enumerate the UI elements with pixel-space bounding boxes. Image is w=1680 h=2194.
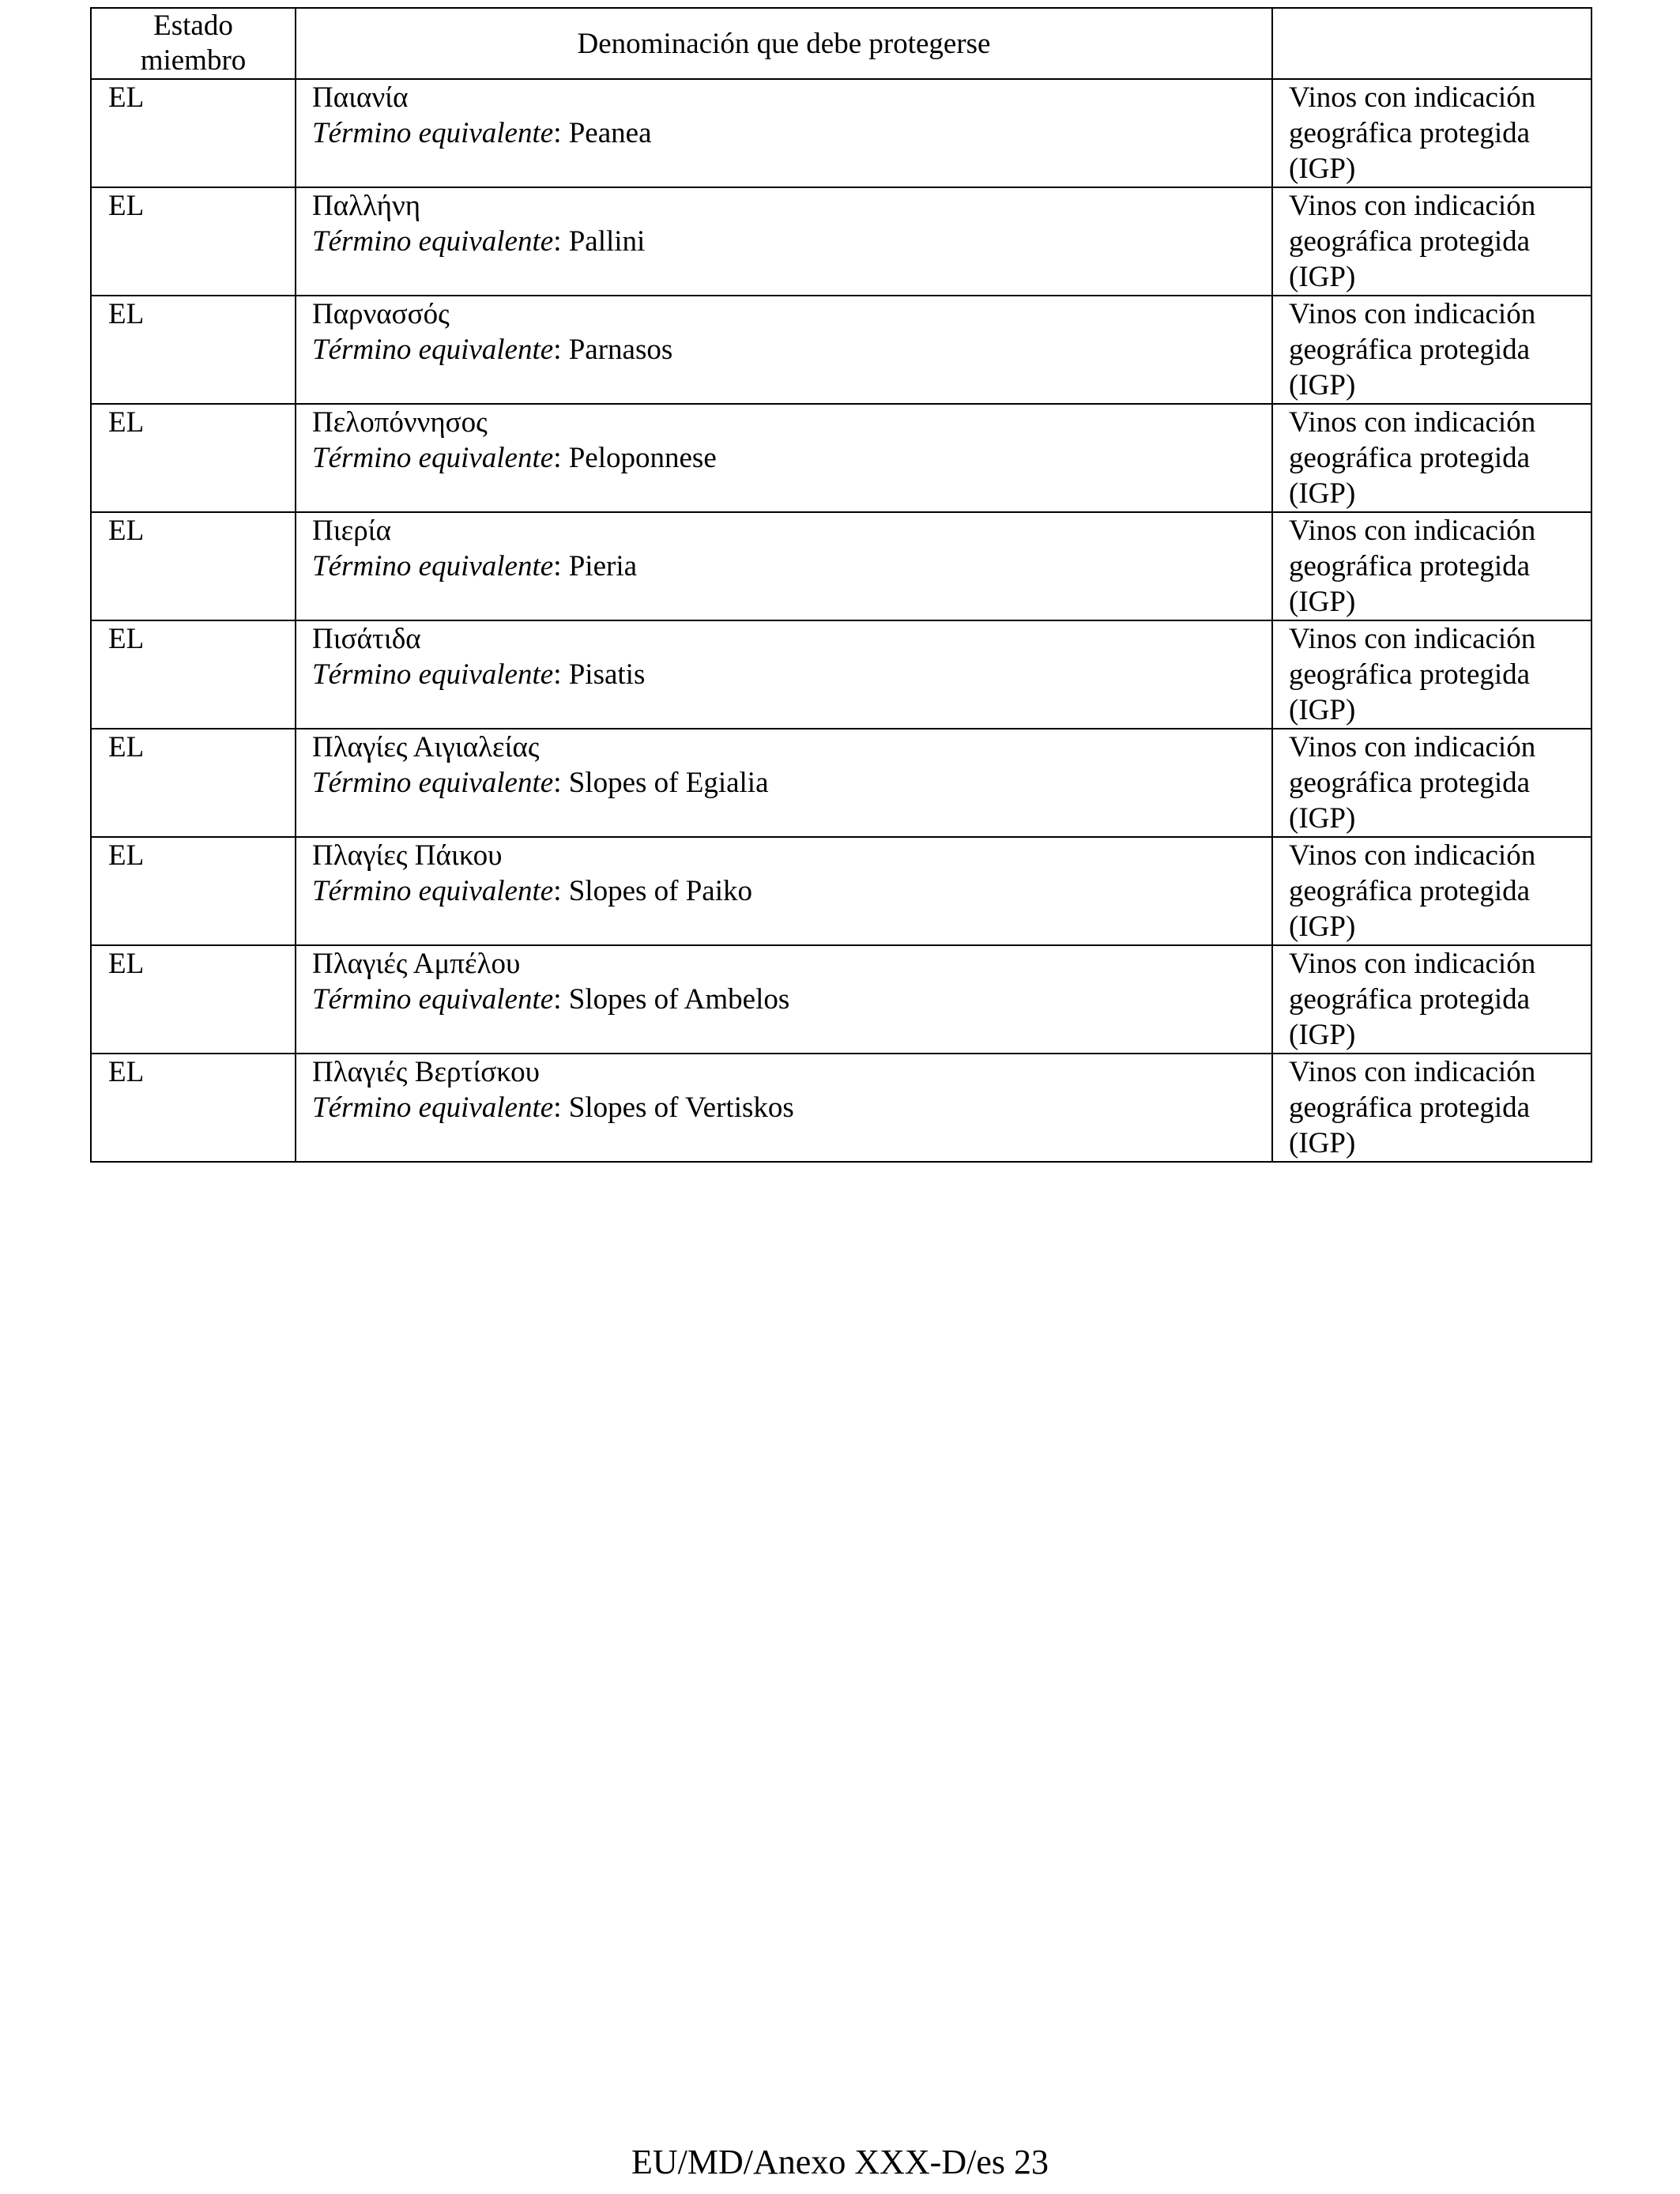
table-header-row	[91, 8, 1591, 79]
table-row	[91, 837, 1591, 945]
greek-denomination: Πισάτιδα	[312, 623, 421, 655]
equivalent-term-separator: :	[553, 767, 569, 799]
table-row	[91, 945, 1591, 1054]
equivalent-term-separator: :	[553, 875, 569, 907]
equivalent-term-value: Slopes of Vertiskos	[568, 1091, 794, 1124]
member-state-cell: EL	[91, 404, 296, 512]
equivalent-term-separator: :	[553, 983, 569, 1016]
product-type-cell: Vinos con indicación geográfica protegida (IGP)	[1272, 296, 1591, 404]
denomination-cell	[296, 729, 1272, 837]
equivalent-term-label: Término equivalente	[312, 117, 554, 149]
equivalent-term-value: Peloponnese	[568, 442, 717, 474]
header-member-state	[91, 8, 296, 79]
denomination-cell	[296, 512, 1272, 620]
equivalent-term-value: Pallini	[568, 225, 646, 258]
page-footer: EU/MD/Anexo XXX-D/es 23	[631, 2143, 1049, 2181]
equivalent-term-label: Término equivalente	[312, 767, 554, 799]
equivalent-term	[312, 982, 1271, 1017]
equivalent-term-separator: :	[553, 117, 569, 149]
denomination-cell	[296, 945, 1272, 1054]
table-row	[91, 512, 1591, 620]
greek-denomination: Παρνασσός	[312, 298, 450, 330]
equivalent-term-value: Pieria	[568, 550, 638, 582]
member-state-cell: EL	[91, 512, 296, 620]
product-type-cell: Vinos con indicación geográfica protegida (IGP)	[1272, 945, 1591, 1054]
product-type-cell: Vinos con indicación geográfica protegida (IGP)	[1272, 620, 1591, 729]
equivalent-term	[312, 1090, 1271, 1125]
header-denomination: Denominación que debe protegerse	[296, 8, 1272, 79]
product-type-cell: Vinos con indicación geográfica protegida (IGP)	[1272, 512, 1591, 620]
product-type-cell: Vinos con indicación geográfica protegida (IGP)	[1272, 404, 1591, 512]
member-state-cell: EL	[91, 187, 296, 296]
denomination-cell	[296, 1054, 1272, 1162]
member-state-cell: EL	[91, 837, 296, 945]
table-row	[91, 729, 1591, 837]
equivalent-term-value: Slopes of Ambelos	[568, 983, 790, 1016]
equivalent-term-separator: :	[553, 442, 569, 474]
denomination-cell	[296, 404, 1272, 512]
equivalent-term-value: Parnasos	[568, 334, 673, 366]
equivalent-term-value: Slopes of Egialia	[568, 767, 769, 799]
denomination-cell	[296, 837, 1272, 945]
header-member-state-line1: Estado	[153, 9, 233, 42]
member-state-cell: EL	[91, 79, 296, 187]
greek-denomination: Πλαγιές Αμπέλου	[312, 948, 521, 980]
table-body	[91, 79, 1591, 1162]
denomination-cell	[296, 620, 1272, 729]
equivalent-term	[312, 224, 1271, 259]
equivalent-term-separator: :	[553, 1091, 569, 1124]
table-row	[91, 620, 1591, 729]
header-product-type	[1272, 8, 1591, 79]
product-type-cell: Vinos con indicación geográfica protegida (IGP)	[1272, 1054, 1591, 1162]
equivalent-term-label: Término equivalente	[312, 550, 554, 582]
denomination-cell	[296, 79, 1272, 187]
equivalent-term-label: Término equivalente	[312, 875, 554, 907]
equivalent-term-separator: :	[553, 225, 569, 258]
equivalent-term	[312, 332, 1271, 368]
equivalent-term	[312, 765, 1271, 801]
greek-denomination: Πλαγιές Βερτίσκου	[312, 1056, 540, 1088]
equivalent-term-separator: :	[553, 658, 569, 691]
equivalent-term-value: Pisatis	[568, 658, 646, 691]
greek-denomination: Πλαγίες Πάικου	[312, 839, 503, 872]
product-type-cell: Vinos con indicación geográfica protegida (IGP)	[1272, 837, 1591, 945]
member-state-cell: EL	[91, 620, 296, 729]
header-member-state-line2: miembro	[140, 44, 247, 77]
equivalent-term-label: Término equivalente	[312, 658, 554, 691]
equivalent-term-label: Término equivalente	[312, 1091, 554, 1124]
equivalent-term-label: Término equivalente	[312, 225, 554, 258]
equivalent-term	[312, 440, 1271, 476]
product-type-cell: Vinos con indicación geográfica protegida (IGP)	[1272, 729, 1591, 837]
equivalent-term	[312, 548, 1271, 584]
equivalent-term-value: Peanea	[568, 117, 652, 149]
denomination-cell	[296, 187, 1272, 296]
product-type-cell: Vinos con indicación geográfica protegida (IGP)	[1272, 187, 1591, 296]
equivalent-term	[312, 873, 1271, 909]
equivalent-term-value: Slopes of Paiko	[568, 875, 752, 907]
equivalent-term	[312, 115, 1271, 151]
product-type-cell: Vinos con indicación geográfica protegida (IGP)	[1272, 79, 1591, 187]
greek-denomination: Παιανία	[312, 81, 409, 114]
equivalent-term-label: Término equivalente	[312, 983, 554, 1016]
equivalent-term-separator: :	[553, 550, 569, 582]
wine-denominations-table	[90, 7, 1592, 1163]
member-state-cell: EL	[91, 729, 296, 837]
table-row	[91, 1054, 1591, 1162]
greek-denomination: Παλλήνη	[312, 190, 421, 222]
equivalent-term-separator: :	[553, 334, 569, 366]
greek-denomination: Πελοπόννησος	[312, 406, 488, 439]
table-row	[91, 187, 1591, 296]
member-state-cell: EL	[91, 1054, 296, 1162]
table-row	[91, 404, 1591, 512]
table-header	[91, 8, 1591, 79]
equivalent-term	[312, 657, 1271, 692]
table-row	[91, 79, 1591, 187]
member-state-cell: EL	[91, 945, 296, 1054]
member-state-cell: EL	[91, 296, 296, 404]
equivalent-term-label: Término equivalente	[312, 442, 554, 474]
equivalent-term-label: Término equivalente	[312, 334, 554, 366]
denomination-cell	[296, 296, 1272, 404]
greek-denomination: Πλαγίες Αιγιαλείας	[312, 731, 540, 763]
table-row	[91, 296, 1591, 404]
greek-denomination: Πιερία	[312, 515, 392, 547]
